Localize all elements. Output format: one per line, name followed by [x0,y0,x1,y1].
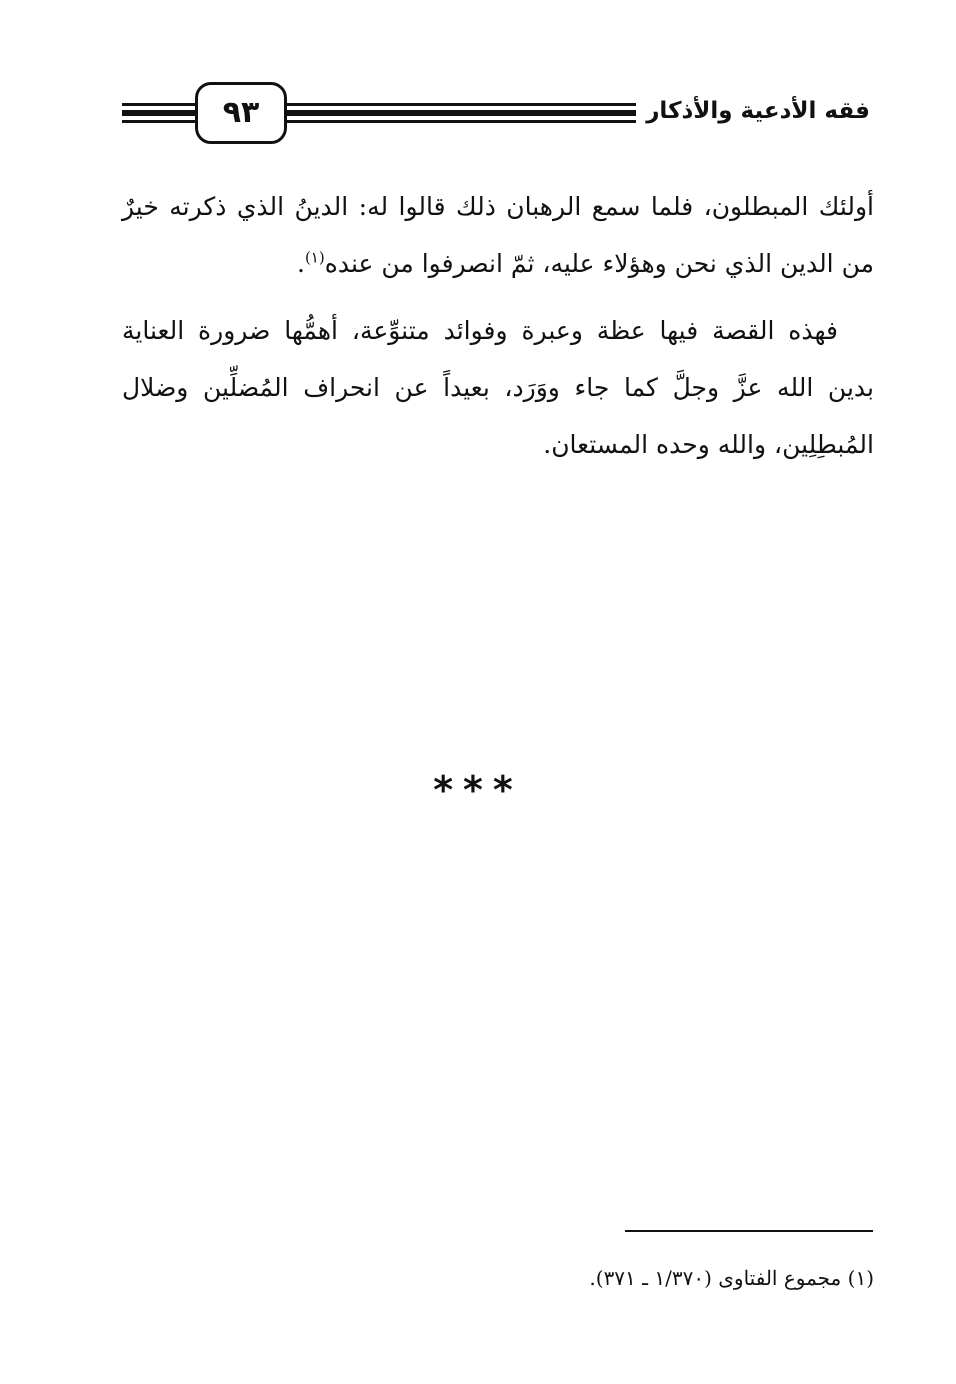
paragraph-text: فهذه القصة فيها عظة وعبرة وفوائد متنوِّعة، أهمُّها ضرورة العناية بدين الله عزَّ وجلَّ كما جاء ووَرَد، بعيداً عن انحراف المُضلِّين وضلال المُبطِلِين، والله وحده المستعان. [122,316,874,459]
running-title: فقه الأدعية والأذكار [636,88,874,134]
footnote: (١) مجموع الفتاوى (١/٣٧٠ ـ ٣٧١). [589,1266,874,1290]
footnote-separator [625,1230,873,1232]
paragraph-end: . [296,249,305,278]
footnote-reference[interactable]: (١) [304,248,325,267]
paragraph [122,302,874,473]
page-number-frame [195,82,287,144]
section-divider-asterisks: *** [433,768,523,812]
paragraph-text: أولئك المبطلون، فلما سمع الرهبان ذلك قالوا له: الدينُ الذي ذكرته خيرٌ من الدين الذي نحن وهؤلاء عليه، ثمّ انصرفوا من عنده [122,192,874,278]
body-text [122,178,874,473]
page-number: ٩٣ [222,95,260,130]
paragraph [122,178,874,292]
